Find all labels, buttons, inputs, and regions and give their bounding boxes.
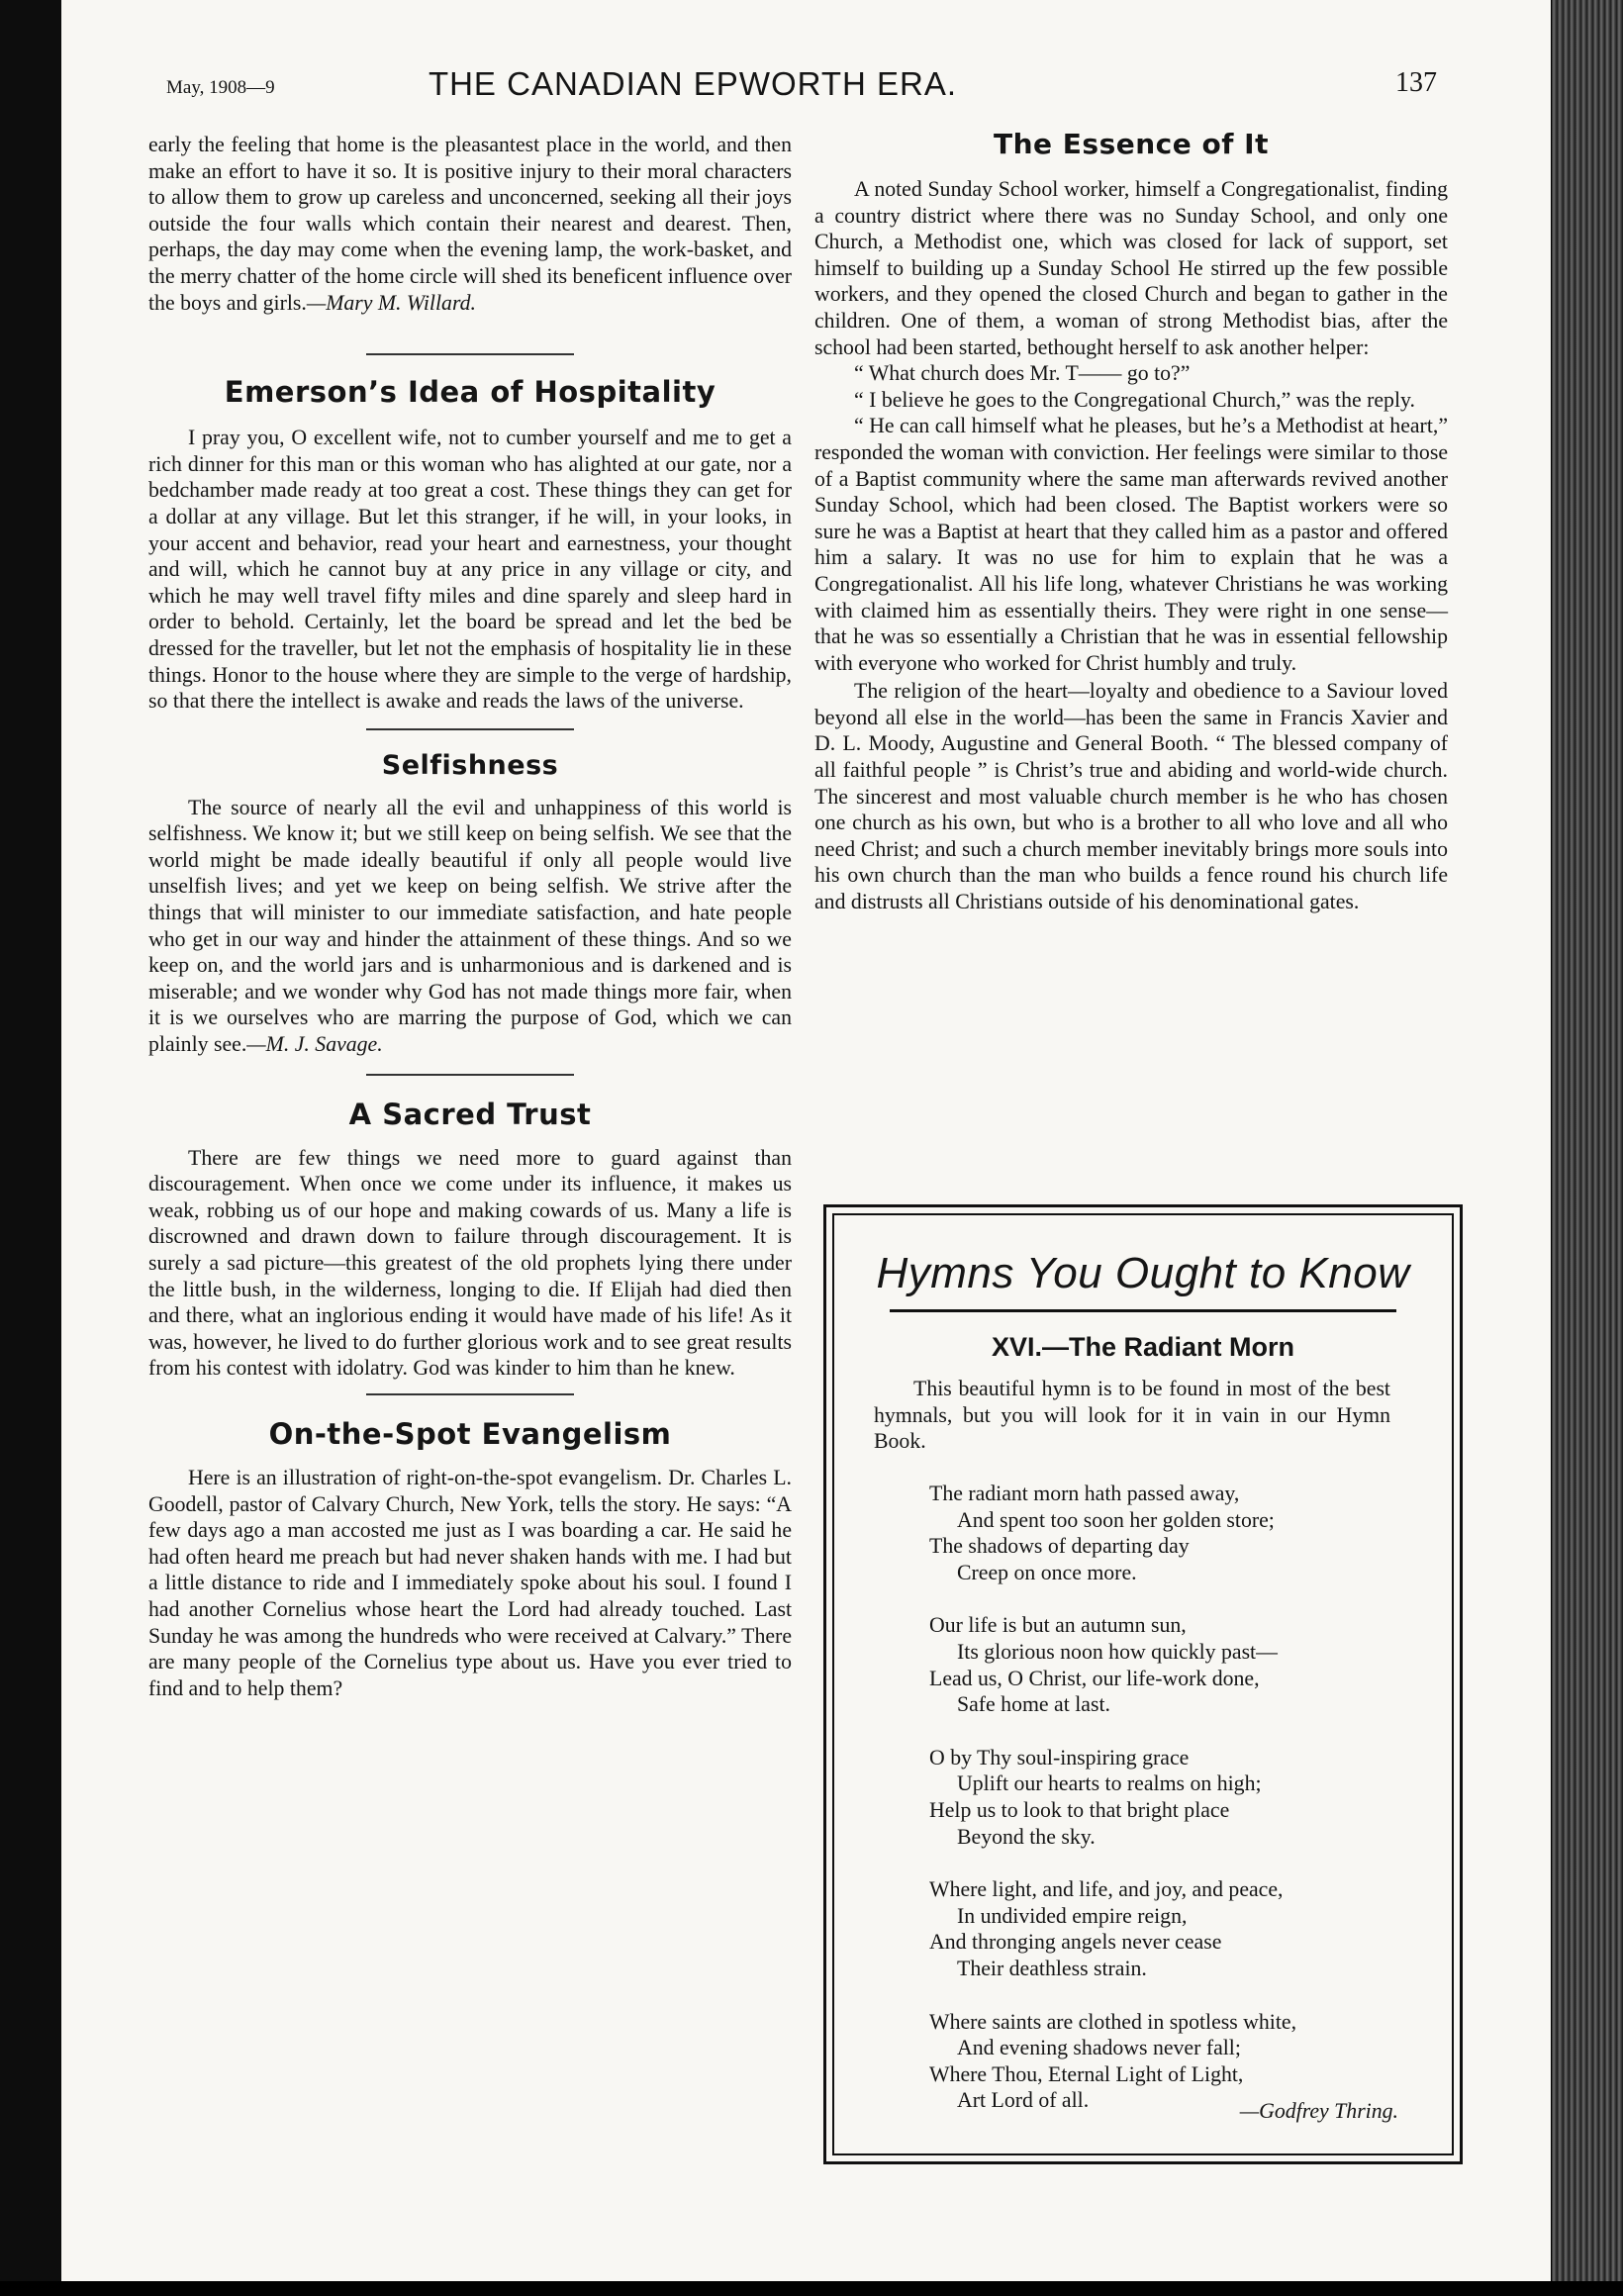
selfishness-body [148,795,792,1058]
hymn-line: The radiant morn hath passed away, [929,1482,1240,1505]
hymn-line: Creep on once more. [957,1560,1137,1584]
hymn-feature-title: Hymns You Ought to Know [876,1249,1410,1297]
sacred-trust-heading: A Sacred Trust [348,1097,592,1131]
hymn-title-rule [890,1309,1396,1312]
page-number: 137 [1395,67,1437,98]
essence-paragraph-5: The religion of the heart—loyalty and obedience to a Saviour loved beyond all else in the world—has been the same in Francis Xavier and D. L. Moody, Augustine and General Booth. “ The blessed company of all faithful people ” is Christ’s true and abiding and world-wide church. The sincerest and most valuable church member is he who has chosen one church as his own, but who is a brother to all who love and all who need Christ; and such a church member inevitably brings more souls into his own church than the man who builds a fence round his church life and distrusts all Christians outside of his denominational gates. [814,679,1448,914]
essence-heading: The Essence of It [994,128,1269,160]
right-column [814,128,1448,915]
hymn-line: Our life is but an autumn sun, [929,1613,1187,1638]
hymn-line: Safe home at last. [957,1692,1110,1717]
hymn-line: Where Thou, Eternal Light of Light, [929,2061,1244,2086]
hymn-line: Art Lord of all. [957,2088,1090,2113]
page-bottom-edge [0,2281,1623,2296]
selfishness-heading: Selfishness [381,749,559,781]
stanza [929,1481,1422,1585]
intro-text: early the feeling that home is the pleasantest place in the world, and then make an effort to have it so. It is positive injury to their moral characters to allow them to grow up careless and unconcerned, seeking all their joys outside the four walls which contain their nearest and dearest. Then, perhaps, the day may come when the evening lamp, the work-basket, and the merry chatter of the home circle will shed its beneficent influence over the boys and girls. [148,133,793,315]
hymn-line: And thronging angels never cease [929,1930,1222,1955]
running-header [0,61,1623,111]
hymn-line: Their deathless strain. [957,1956,1147,1980]
hymn-line: And spent too soon her golden store; [957,1507,1275,1532]
hymn-stanzas [929,1481,1422,2141]
section-divider [366,353,574,355]
essence-paragraph-1: A noted Sunday School worker, himself a Congregationalist, finding a country district where there was no Sunday School, and only one Church, a Methodist one, which was closed for lack of support, set himself to building up a Sunday School He stirred up the few possible workers, and they opened the closed Church and began to gather in the children. One of them, a woman of strong Methodist bias, after the school had been started, bethought herself to ask another helper: [814,177,1448,359]
hymn-line: The shadows of departing day [929,1534,1190,1559]
hymn-line: In undivided empire reign, [957,1903,1188,1928]
section-divider [366,1074,574,1076]
hymn-line: Lead us, O Christ, our life-work done, [929,1666,1260,1690]
book-spine [1552,0,1623,2296]
magazine-title: THE CANADIAN EPWORTH ERA. [428,65,958,102]
sacred-trust-body: There are few things we need more to guard against than discouragement. When once we come under its influence, it makes us weak, robbing us of our hope and making cowards of us. Many a life is discrowned and drawn down to failure through discouragement. It is surely a sad picture—this greatest of the old prophets lying there under the little bush, in the wilderness, longing to die. If Elijah had died then and there, what an inglorious ending it would have made of his life! As it was, however, he lived to do further glorious work and to see great results from his contest with idolatry. God was kinder to him than he knew. [148,1145,792,1381]
stanza [929,1745,1422,1850]
hymn-box-inner-border [832,1213,1454,2155]
evangelism-heading: On-the-Spot Evangelism [268,1416,672,1451]
intro-signature: —Mary M. Willard. [306,290,476,315]
emerson-body: I pray you, O excellent wife, not to cumber yourself and me to get a rich dinner for this man or this woman who has alighted at our gate, nor a bedchamber made ready at too great a cost. These things they can get for a dollar at any village. But let this stranger, if he will, in your looks, in your accent and behavior, read your heart and earnestness, your thought and will, which he cannot buy at any price in any village or city, and which he may well travel fifty miles and dine sparely and sleep hard in order to behold. Certainly, let the board be spread and let the bed be dressed for the traveller, but let not the emphasis of hospitality lie in these things. Honor to the house where they are simple to the verge of hardship, so that there the intellect is awake and reads the laws of the universe. [148,426,792,714]
hymn-intro [874,1376,1390,1455]
essence-paragraph-3: “ I believe he goes to the Congregational Church,” was the reply. [854,387,1415,412]
hymn-line: Help us to look to that bright place [929,1797,1230,1822]
essence-paragraph-4: “ He can call himself what he pleases, but he’s a Methodist at heart,” responded the woman with conviction. Her feelings were similar to those of a Baptist community where the same man afterwards revived another Sunday School, which had been closed. The Baptist workers were so sure he was a Baptist at heart that they called him as a pastor and offered him a salary. It was no use for him to explain that he was a Congregationalist. All his life long, whatever Christians he was working with claimed him as essentially theirs. They were right in one sense—that he was so essentially a Christian that he was in essential fellowship with everyone who worked for Christ humbly and truly. [814,414,1448,675]
section-divider [366,728,574,730]
emerson-heading: Emerson’s Idea of Hospitality [224,375,716,410]
selfishness-text: The source of nearly all the evil and unhappiness of this world is selfishness. We know it; but we still keep on being selfish. We see that the world might be made ideally beautiful if only all people would live unselfish lives; and yet we keep on being selfish. We strive after the things that will minister to our immediate satisfaction, and hate people who get in our way and hinder the attainment of these things. And so we keep on, and the world jars and is unharmonious and is darkened and is miserable; and we wonder why God has not made things more fair, when it is we ourselves who are marring the purpose of God, which we can plainly see. [148,795,792,1057]
hymn-line: Beyond the sky. [957,1824,1096,1849]
intro-paragraph [148,132,792,316]
hymn-line: Uplift our hearts to realms on high; [957,1771,1262,1796]
hymn-line: O by Thy soul-inspiring grace [929,1745,1190,1770]
hymn-line: Where light, and life, and joy, and peace, [929,1877,1284,1902]
stanza [929,1612,1422,1717]
hymn-attribution: —Godfrey Thring. [1239,2099,1398,2123]
issue-date: May, 1908—9 [166,77,275,98]
hymn-line: Where saints are clothed in spotless white, [929,2009,1297,2034]
hymn-subtitle: XVI.—The Radiant Morn [991,1332,1295,1362]
stanza [929,1876,1422,1981]
essence-paragraph-2: “ What church does Mr. T—— go to?” [854,361,1191,386]
hymn-line: Its glorious noon how quickly past— [957,1639,1278,1664]
left-column [148,132,792,1701]
evangelism-body: Here is an illustration of right-on-the-spot evangelism. Dr. Charles L. Goodell, pastor of Calvary Church, New York, tells the story. He says: “A few days ago a man accosted me just as I was boarding a car. He said he had often heard me preach but had never shaken hands with me. I had but a little distance to ride and I immediately spoke about his soul. I found I had another Cornelius whose heart the Lord had already touched. Last Sunday he was among the hundreds who were received at Calvary.” There are many people of the Cornelius type about us. Have you ever tried to find and to help them? [148,1465,792,1700]
hymn-intro-text: This beautiful hymn is to be found in most of the best hymnals, but you will look for it in vain in our Hymn Book. [874,1377,1390,1454]
selfishness-signature: —M. J. Savage. [246,1032,383,1057]
hymn-line: And evening shadows never fall; [957,2036,1241,2060]
section-divider [366,1393,574,1395]
page-left-edge [0,0,61,2296]
stanza [929,2009,1422,2114]
hymn-box [823,1204,1463,2164]
